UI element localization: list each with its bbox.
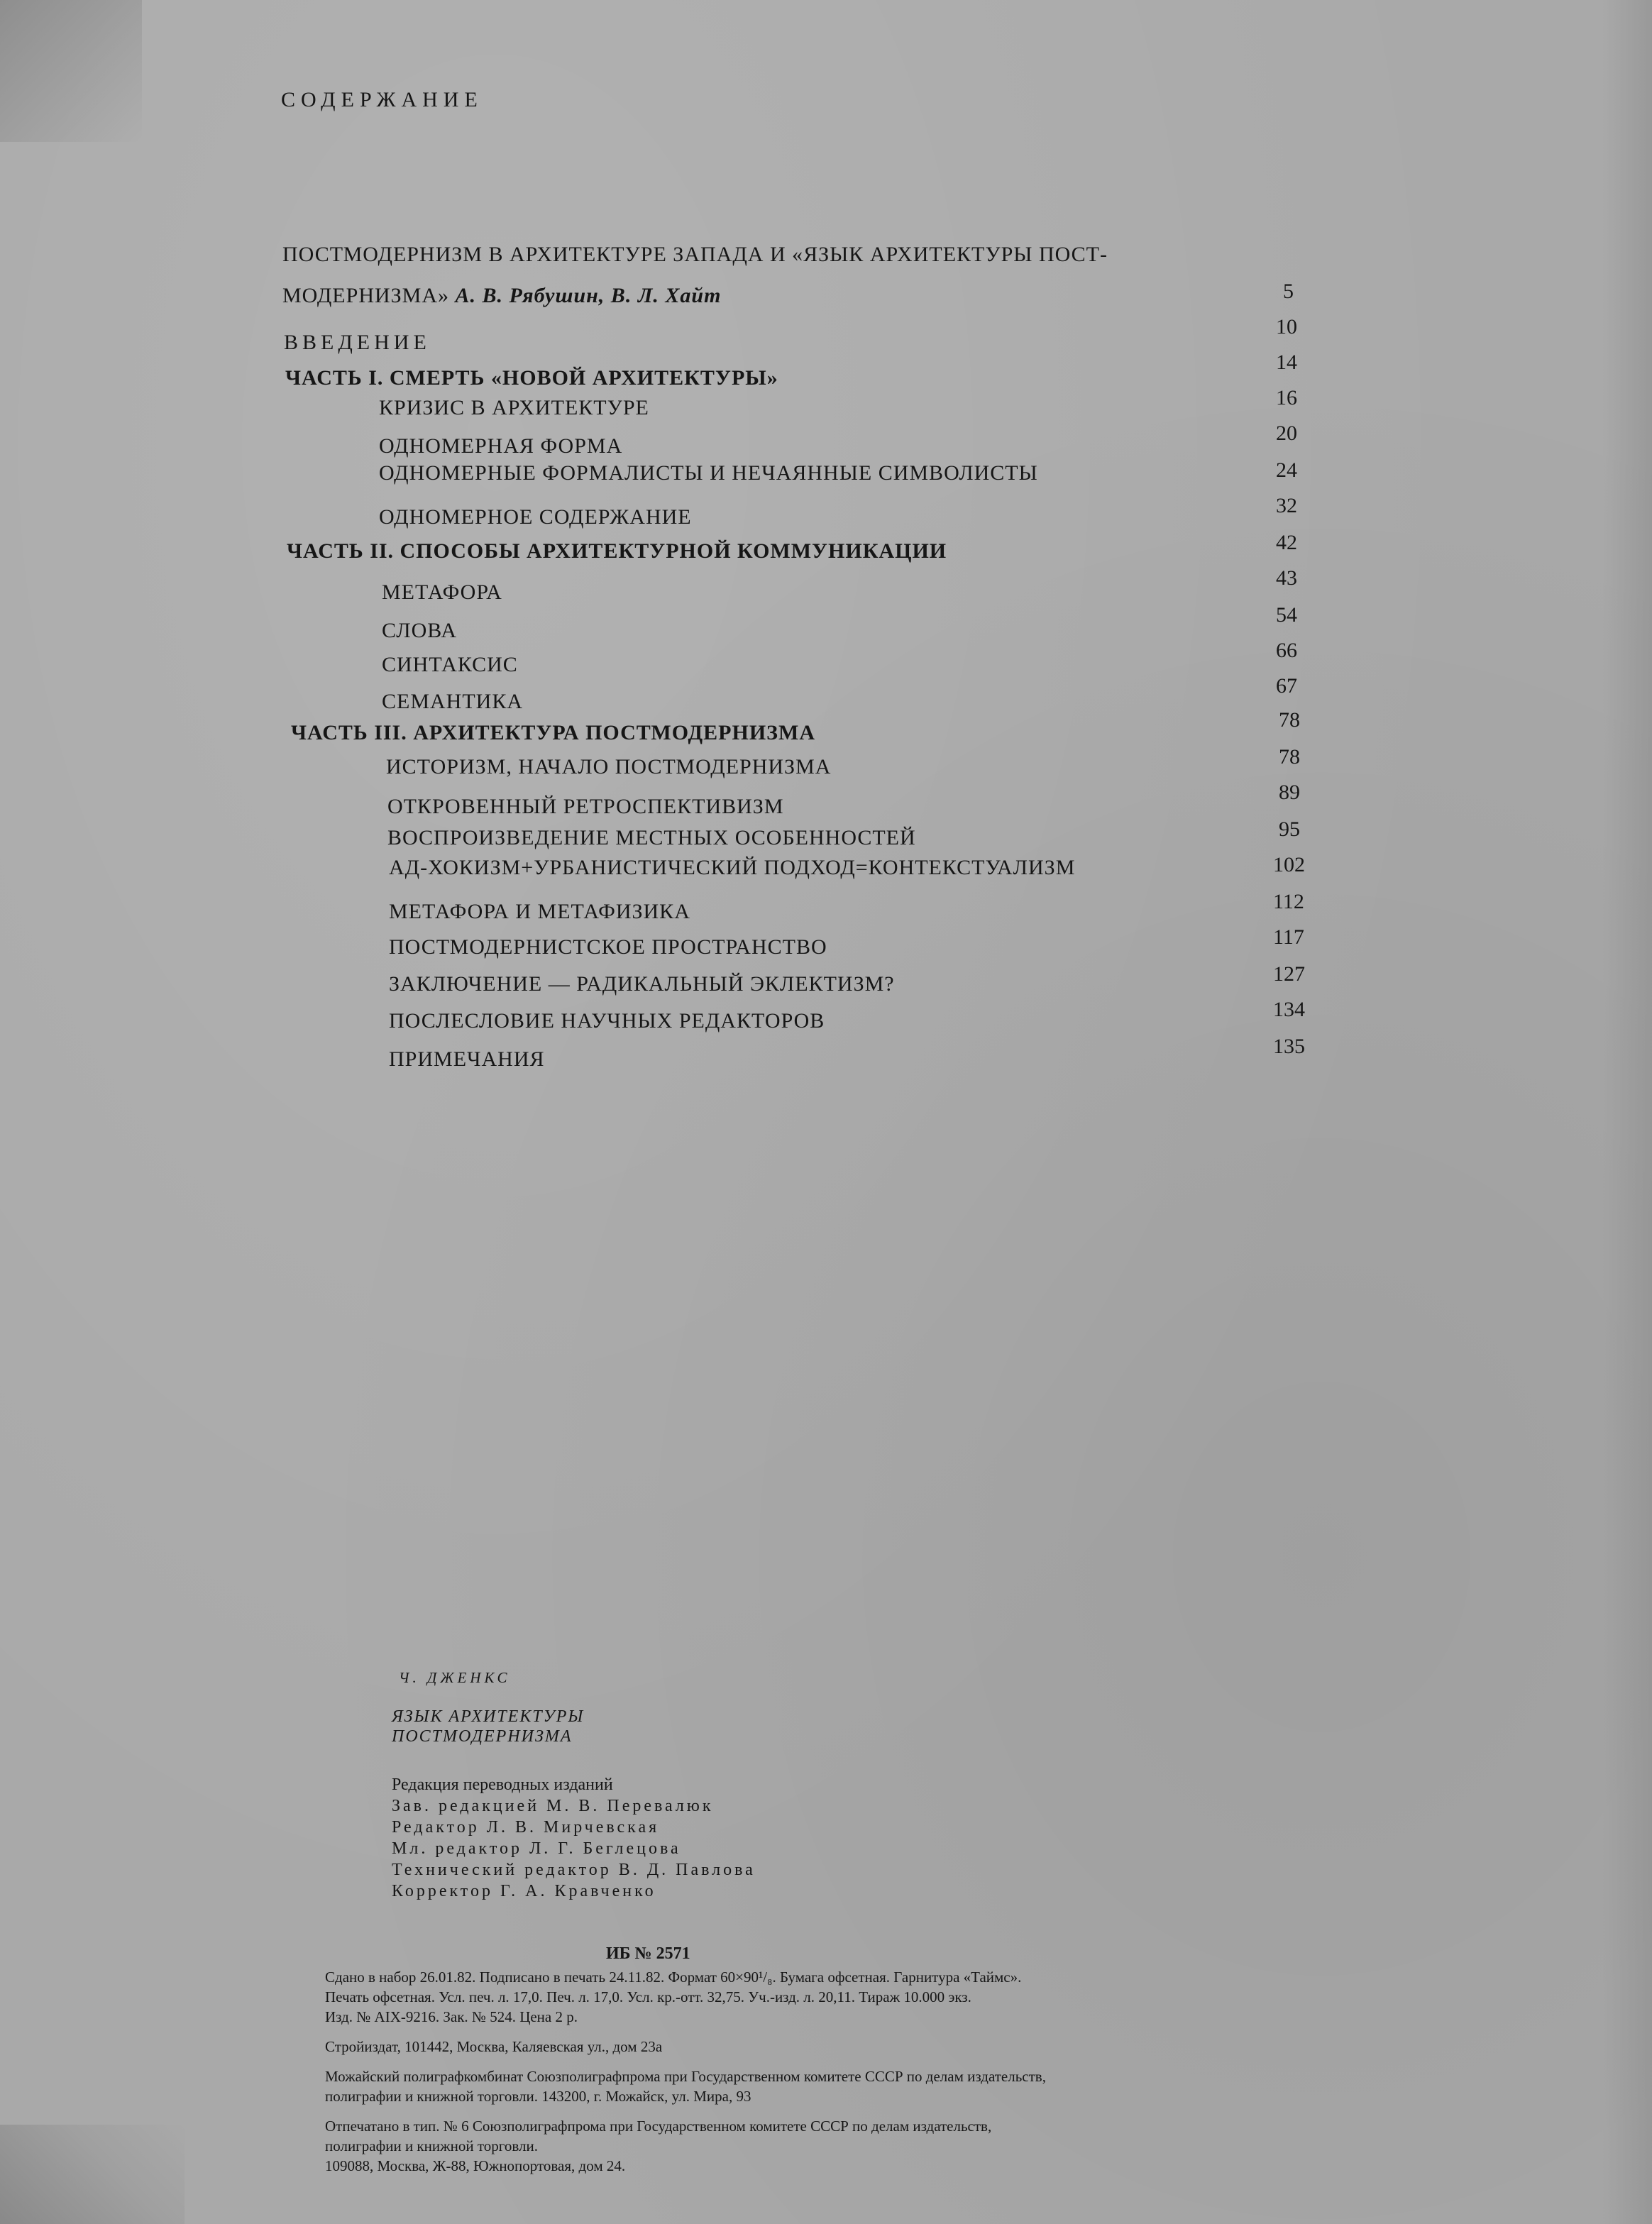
- toc-entry-title: ПРИМЕЧАНИЯ: [389, 1047, 545, 1071]
- imprint-staff-line: Зав. редакцией М. В. Перевалюк: [392, 1797, 714, 1815]
- toc-entry-page: 16: [1276, 386, 1297, 409]
- printer-line: 109088, Москва, Ж-88, Южнопортовая, дом 24.: [325, 2157, 626, 2174]
- print-details-line: Изд. № AIX-9216. Зак. № 524. Цена 2 р.: [325, 2008, 578, 2025]
- toc-entry-page: 43: [1276, 566, 1297, 590]
- toc-entry-title: ОДНОМЕРНЫЕ ФОРМАЛИСТЫ И НЕЧАЯННЫЕ СИМВОЛИСТЫ: [379, 461, 1038, 485]
- toc-entry-title: ОТКРОВЕННЫЙ РЕТРОСПЕКТИВИЗМ: [387, 795, 784, 818]
- toc-entry-page: 78: [1279, 745, 1300, 769]
- toc-entry-page: 134: [1273, 998, 1305, 1021]
- imprint-staff-line: Редакция переводных изданий: [392, 1776, 613, 1794]
- printer-line: полиграфии и книжной торговли.: [325, 2137, 538, 2154]
- toc-entry-page: 135: [1273, 1035, 1305, 1058]
- toc-intro-line1: ПОСТМОДЕРНИЗМ В АРХИТЕКТУРЕ ЗАПАДА И «ЯЗЫК АРХИТЕКТУРЫ ПОСТ-: [282, 243, 1108, 266]
- toc-entry-title: ИСТОРИЗМ, НАЧАЛО ПОСТМОДЕРНИЗМА: [386, 755, 832, 778]
- contents-heading: СОДЕРЖАНИЕ: [281, 88, 483, 111]
- toc-entry-title: ЗАКЛЮЧЕНИЕ — РАДИКАЛЬНЫЙ ЭКЛЕКТИЗМ?: [389, 972, 895, 996]
- worn-corner-bottom: [0, 2125, 185, 2224]
- imprint-staff-line: Редактор Л. В. Мирчевская: [392, 1818, 660, 1837]
- toc-entry-page: 89: [1279, 781, 1300, 804]
- toc-entry-title: ПОСТМОДЕРНИСТСКОЕ ПРОСТРАНСТВО: [389, 935, 827, 959]
- toc-part-title: ЧАСТЬ II. СПОСОБЫ АРХИТЕКТУРНОЙ КОММУНИКАЦИИ: [287, 539, 947, 563]
- printer-line: полиграфии и книжной торговли. 143200, г. Можайск, ул. Мира, 93: [325, 2088, 751, 2105]
- toc-entry-title: ПОСЛЕСЛОВИЕ НАУЧНЫХ РЕДАКТОРОВ: [389, 1009, 825, 1033]
- toc-entry-page: 42: [1276, 531, 1297, 554]
- toc-entry-title: МЕТАФОРА: [382, 580, 502, 604]
- table-of-contents: [0, 0, 1652, 1107]
- imprint-title-line1: ЯЗЫК АРХИТЕКТУРЫ: [392, 1707, 585, 1726]
- ib-number: ИБ № 2571: [606, 1944, 690, 1963]
- print-details-line: Сдано в набор 26.01.82. Подписано в печать 24.11.82. Формат 60×90¹/₈. Бумага офсетная. Гарнитура «Таймс».: [325, 1969, 1022, 1986]
- toc-entry-page: 32: [1276, 494, 1297, 517]
- toc-entry-title: ВВЕДЕНИЕ: [284, 331, 431, 354]
- toc-entry-title: СЛОВА: [382, 619, 458, 642]
- printer-line: Можайский полиграфкомбинат Союзполиграфпрома при Государственном комитете СССР по делам издательств,: [325, 2068, 1046, 2085]
- toc-entry-page: 127: [1273, 962, 1305, 986]
- toc-intro-authors: А. В. Рябушин, В. Л. Хайт: [455, 284, 722, 307]
- imprint-author: Ч. ДЖЕНКС: [399, 1669, 511, 1686]
- toc-entry-title: АД-ХОКИЗМ+УРБАНИСТИЧЕСКИЙ ПОДХОД=КОНТЕКСТУАЛИЗМ: [389, 856, 1076, 879]
- toc-entry-title: СЕМАНТИКА: [382, 690, 524, 713]
- toc-entry-page: 117: [1273, 925, 1304, 949]
- toc-entry-page: 78: [1279, 708, 1300, 732]
- printer-line: Отпечатано в тип. № 6 Союзполиграфпрома при Государственном комитете СССР по делам издательств,: [325, 2118, 992, 2135]
- toc-part-title: ЧАСТЬ III. АРХИТЕКТУРА ПОСТМОДЕРНИЗМА: [291, 721, 815, 744]
- toc-entry-title: СИНТАКСИС: [382, 653, 518, 676]
- toc-entry-page: 14: [1276, 351, 1297, 374]
- toc-intro-title-end: МОДЕРНИЗМА»: [282, 284, 450, 307]
- toc-entry-title: МЕТАФОРА И МЕТАФИЗИКА: [389, 900, 690, 923]
- toc-entry-page: 20: [1276, 422, 1297, 445]
- toc-entry-page: 24: [1276, 458, 1297, 482]
- toc-entry-page: 102: [1273, 853, 1305, 876]
- toc-entry-page: 112: [1273, 890, 1304, 913]
- toc-entry-page: 54: [1276, 603, 1297, 627]
- toc-entry-title: ОДНОМЕРНОЕ СОДЕРЖАНИЕ: [379, 505, 692, 529]
- print-details-line: Печать офсетная. Усл. печ. л. 17,0. Печ. л. 17,0. Усл. кр.-отт. 32,75. Уч.-изд. л. 20,11. Тираж 10.000 экз.: [325, 1988, 971, 2005]
- toc-entry-page: 95: [1279, 818, 1300, 841]
- toc-entry-page: 66: [1276, 639, 1297, 662]
- publisher-address: Стройиздат, 101442, Москва, Каляевская ул., дом 23а: [325, 2038, 663, 2055]
- toc-entry-page: 67: [1276, 674, 1297, 698]
- imprint-title-line2: ПОСТМОДЕРНИЗМА: [392, 1727, 573, 1746]
- toc-entry-title: ОДНОМЕРНАЯ ФОРМА: [379, 434, 623, 458]
- toc-entry-title: ВОСПРОИЗВЕДЕНИЕ МЕСТНЫХ ОСОБЕННОСТЕЙ: [387, 826, 916, 849]
- toc-entry-title: КРИЗИС В АРХИТЕКТУРЕ: [379, 396, 649, 419]
- imprint-staff-line: Мл. редактор Л. Г. Беглецова: [392, 1839, 681, 1858]
- toc-entry-page: 10: [1276, 315, 1297, 338]
- toc-part-title: ЧАСТЬ I. СМЕРТЬ «НОВОЙ АРХИТЕКТУРЫ»: [285, 366, 778, 390]
- imprint-staff-line: Корректор Г. А. Кравченко: [392, 1882, 656, 1900]
- imprint-staff-line: Технический редактор В. Д. Павлова: [392, 1861, 756, 1879]
- toc-intro-line2: [282, 284, 721, 308]
- toc-intro-page: 5: [1283, 280, 1294, 303]
